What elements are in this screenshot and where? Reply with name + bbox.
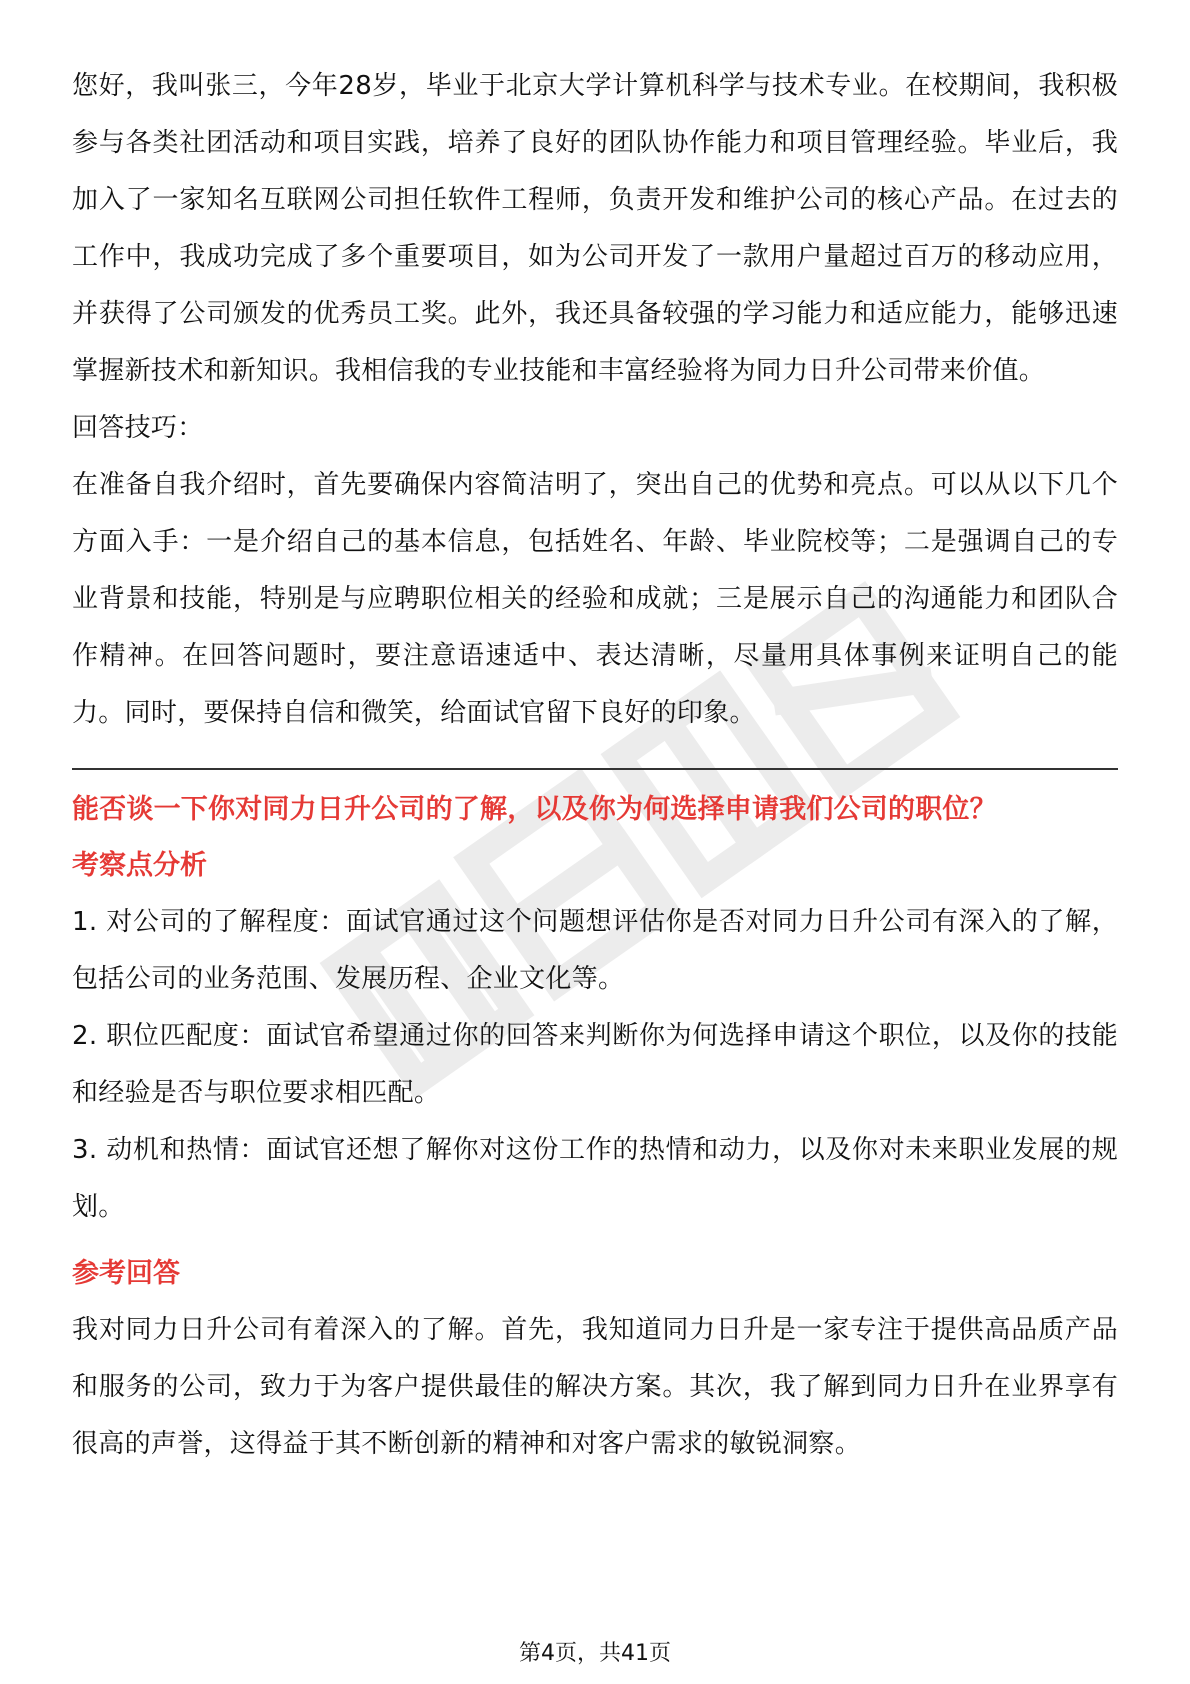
analysis-point-3: 3. 动机和热情：面试官还想了解你对这份工作的热情和动力，以及你对未来职业发展的规划。 [72, 1135, 1118, 1222]
tips-paragraph: 在准备自我介绍时，首先要确保内容简洁明了，突出自己的优势和亮点。可以从以下几个方面入手：一是介绍自己的基本信息，包括姓名、年龄、毕业院校等；二是强调自己的专业背景和技能，特别是与应聘职位相关的经验和成就；三是展示自己的沟通能力和团队合作精神。在回答问题时，要注意语速适中、表达清晰，尽量用具体事例来证明自己的能力。同时，要保持自信和微笑，给面试官留下良好的印象。 [72, 470, 1118, 728]
analysis-point-2: 2. 职位匹配度：面试官希望通过你的回答来判断你为何选择申请这个职位，以及你的技能和经验是否与职位要求相匹配。 [72, 1021, 1118, 1108]
analysis-label: 考察点分析 [72, 850, 207, 881]
intro-answer-paragraph: 您好，我叫张三，今年28岁，毕业于北京大学计算机科学与技术专业。在校期间，我积极参与各类社团活动和项目实践，培养了良好的团队协作能力和项目管理经验。毕业后，我加入了一家知名互联网公司担任软件工程师，负责开发和维护公司的核心产品。在过去的工作中，我成功完成了多个重要项目，如为公司开发了一款用户量超过百万的移动应用，并获得了公司颁发的优秀员工奖。此外，我还具备较强的学习能力和适应能力，能够迅速掌握新技术和新知识。我相信我的专业技能和丰富经验将为同力日升公司带来价值。 [72, 71, 1118, 386]
page-number: 第4页，共41页 [519, 1641, 671, 1666]
tips-label: 回答技巧： [72, 413, 204, 443]
question-title: 能否谈一下你对同力日升公司的了解，以及你为何选择申请我们公司的职位？ [72, 794, 997, 825]
analysis-point-1: 1. 对公司的了解程度：面试官通过这个问题想评估你是否对同力日升公司有深入的了解，包括公司的业务范围、发展历程、企业文化等。 [72, 907, 1118, 994]
reference-answer-label: 参考回答 [72, 1258, 180, 1289]
content-column [72, 58, 1118, 1473]
section-divider [72, 768, 1118, 770]
reference-answer-paragraph: 我对同力日升公司有着深入的了解。首先，我知道同力日升是一家专注于提供高品质产品和服务的公司，致力于为客户提供最佳的解决方案。其次，我了解到同力日升在业界享有很高的声誉，这得益于其不断创新的精神和对客户需求的敏锐洞察。 [72, 1315, 1118, 1459]
